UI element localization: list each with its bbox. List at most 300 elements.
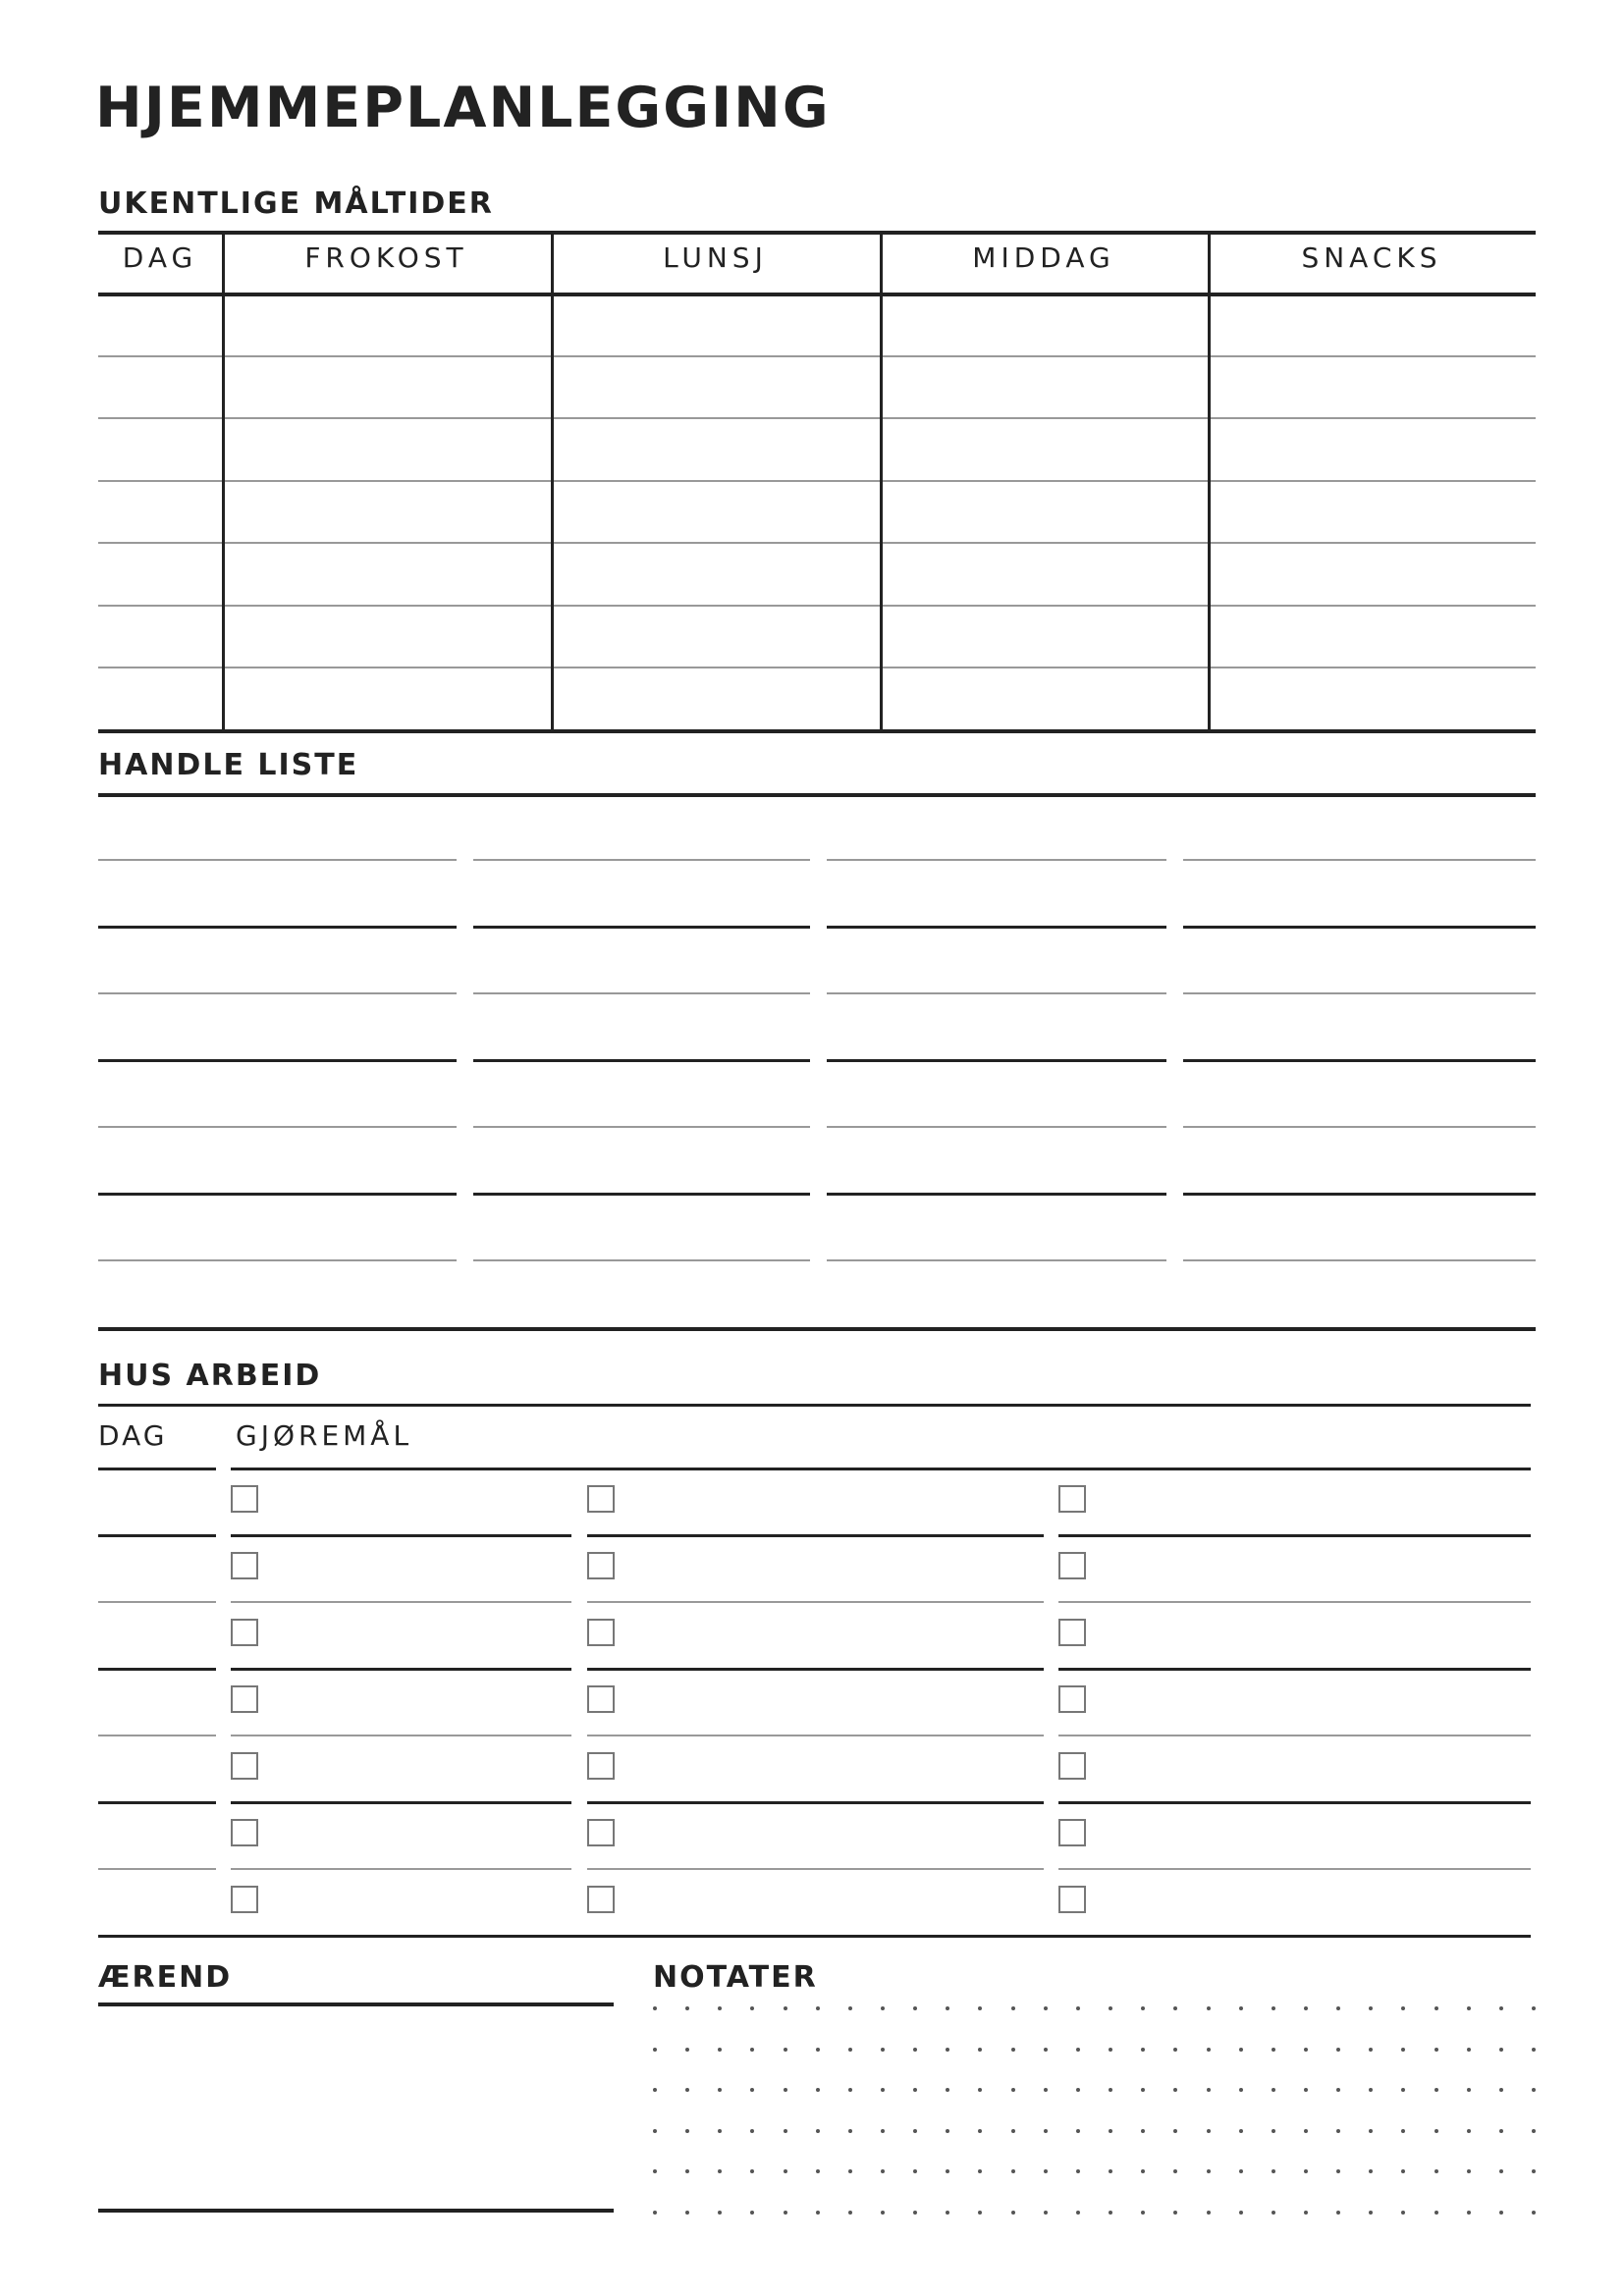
notes-dot — [816, 2006, 820, 2010]
chores-day-header-line — [98, 1468, 216, 1470]
shopping-list-line[interactable] — [98, 926, 457, 929]
notes-dot — [1467, 2088, 1471, 2092]
meals-cell[interactable] — [1212, 359, 1532, 414]
notes-dot — [685, 2211, 689, 2215]
chore-checkbox[interactable] — [587, 1552, 615, 1579]
notes-dot — [1272, 2006, 1275, 2010]
shopping-list-line[interactable] — [473, 1259, 810, 1261]
notes-dot — [1369, 2088, 1373, 2092]
chores-tasks-header-line — [231, 1468, 1531, 1470]
meals-cell[interactable] — [884, 670, 1204, 725]
shopping-top-line — [98, 793, 1536, 797]
notes-dot — [1141, 2048, 1145, 2052]
chore-checkbox[interactable] — [231, 1752, 258, 1780]
chores-top-line — [98, 1404, 1531, 1407]
notes-dot — [1336, 2048, 1340, 2052]
notes-dot — [1109, 2169, 1112, 2173]
notes-dot — [978, 2088, 982, 2092]
meals-cell[interactable] — [884, 546, 1204, 601]
notes-dot — [1109, 2211, 1112, 2215]
meals-row-divider — [98, 480, 1536, 482]
notes-dot — [1076, 2048, 1080, 2052]
notes-dot — [1141, 2169, 1145, 2173]
page-title: HJEMMEPLANLEGGING — [95, 76, 831, 140]
shopping-list-line[interactable] — [98, 992, 457, 994]
notes-dot — [946, 2088, 949, 2092]
notes-dot — [816, 2129, 820, 2133]
meals-col-header-dag: DAG — [122, 241, 198, 274]
notes-dot — [1532, 2211, 1536, 2215]
notes-dot — [1141, 2129, 1145, 2133]
notes-dot — [685, 2129, 689, 2133]
shopping-list-line[interactable] — [98, 1193, 457, 1196]
notes-dot — [881, 2048, 885, 2052]
chores-task-line[interactable] — [231, 1801, 571, 1804]
shopping-list-line[interactable] — [98, 1126, 457, 1128]
notes-dot — [1369, 2006, 1373, 2010]
chores-task-line[interactable] — [587, 1735, 1044, 1736]
chore-checkbox[interactable] — [1058, 1886, 1086, 1913]
chore-checkbox[interactable] — [1058, 1552, 1086, 1579]
notes-dot — [1239, 2129, 1243, 2133]
meals-cell[interactable] — [555, 609, 876, 664]
notes-dot — [848, 2088, 852, 2092]
notes-dot — [1239, 2048, 1243, 2052]
meals-row-divider — [98, 605, 1536, 607]
chore-checkbox[interactable] — [587, 1752, 615, 1780]
chores-task-line[interactable] — [1058, 1868, 1531, 1870]
notes-dot — [1467, 2129, 1471, 2133]
notes-dot — [784, 2048, 787, 2052]
chore-checkbox[interactable] — [1058, 1485, 1086, 1513]
notes-dot — [750, 2006, 754, 2010]
notes-dot — [1011, 2088, 1015, 2092]
chore-checkbox[interactable] — [231, 1485, 258, 1513]
notes-dot — [1207, 2129, 1211, 2133]
shopping-list-line[interactable] — [827, 1059, 1166, 1062]
notes-dot — [1499, 2048, 1503, 2052]
meals-cell[interactable] — [884, 484, 1204, 539]
shopping-list-line[interactable] — [1183, 1126, 1536, 1128]
notes-dot — [816, 2048, 820, 2052]
shopping-list-line[interactable] — [827, 1126, 1166, 1128]
shopping-list-line[interactable] — [98, 1059, 457, 1062]
meals-cell[interactable] — [1212, 546, 1532, 601]
notes-dot — [718, 2006, 722, 2010]
meals-cell[interactable] — [1212, 484, 1532, 539]
notes-dot — [1435, 2006, 1438, 2010]
meals-cell[interactable] — [102, 359, 218, 414]
notes-dot — [1467, 2006, 1471, 2010]
errands-bottom-line — [98, 2209, 614, 2213]
notes-dot — [1076, 2129, 1080, 2133]
notes-dot — [881, 2088, 885, 2092]
meals-cell[interactable] — [555, 670, 876, 725]
notes-dot — [1011, 2129, 1015, 2133]
chores-day-line[interactable] — [98, 1601, 216, 1603]
notes-dot — [1044, 2211, 1048, 2215]
meals-cell[interactable] — [555, 359, 876, 414]
meals-col-divider — [551, 231, 554, 729]
notes-dot — [1532, 2048, 1536, 2052]
meals-col-header-snacks: SNACKS — [1301, 241, 1442, 274]
meals-cell[interactable] — [226, 359, 547, 414]
chore-checkbox[interactable] — [1058, 1685, 1086, 1713]
meals-row-divider — [98, 417, 1536, 419]
notes-dot — [1044, 2169, 1048, 2173]
chores-day-line[interactable] — [98, 1801, 216, 1804]
shopping-bottom-line — [98, 1327, 1536, 1331]
chore-checkbox[interactable] — [1058, 1752, 1086, 1780]
meals-cell[interactable] — [226, 484, 547, 539]
notes-dot — [978, 2006, 982, 2010]
meals-cell[interactable] — [226, 609, 547, 664]
meals-cell[interactable] — [555, 546, 876, 601]
meals-table-top-line — [98, 231, 1536, 235]
chore-checkbox[interactable] — [1058, 1619, 1086, 1646]
chore-checkbox[interactable] — [587, 1886, 615, 1913]
notes-dot — [881, 2129, 885, 2133]
notes-dot — [1435, 2211, 1438, 2215]
chores-task-line[interactable] — [1058, 1735, 1531, 1736]
chores-task-line[interactable] — [1058, 1801, 1531, 1804]
meals-cell[interactable] — [884, 421, 1204, 476]
meals-col-divider — [222, 231, 225, 729]
notes-dot — [1499, 2211, 1503, 2215]
meals-cell[interactable] — [226, 421, 547, 476]
chore-checkbox[interactable] — [587, 1619, 615, 1646]
notes-dot — [1044, 2129, 1048, 2133]
notes-dot — [653, 2169, 657, 2173]
chores-task-line[interactable] — [587, 1868, 1044, 1870]
notes-dot — [1401, 2088, 1405, 2092]
notes-dot — [1044, 2048, 1048, 2052]
meals-cell[interactable] — [555, 484, 876, 539]
notes-dot — [881, 2211, 885, 2215]
notes-dot — [1336, 2006, 1340, 2010]
notes-dot — [653, 2088, 657, 2092]
notes-dot — [1076, 2088, 1080, 2092]
notes-dot — [816, 2169, 820, 2173]
notes-dot — [1304, 2088, 1308, 2092]
chores-task-line[interactable] — [587, 1668, 1044, 1671]
chores-day-line[interactable] — [98, 1735, 216, 1736]
chores-task-line[interactable] — [587, 1601, 1044, 1603]
meals-cell[interactable] — [1212, 421, 1532, 476]
notes-dot — [685, 2169, 689, 2173]
chore-checkbox[interactable] — [231, 1685, 258, 1713]
shopping-list-line[interactable] — [473, 1193, 810, 1196]
notes-dot — [1369, 2048, 1373, 2052]
notes-dot — [1109, 2088, 1112, 2092]
notes-dot — [1272, 2048, 1275, 2052]
notes-dot — [946, 2006, 949, 2010]
notes-dot — [1076, 2169, 1080, 2173]
shopping-list-line[interactable] — [98, 859, 457, 861]
notes-dot — [1499, 2169, 1503, 2173]
notes-dot — [718, 2129, 722, 2133]
notes-dot — [1044, 2006, 1048, 2010]
notes-dot — [1401, 2211, 1405, 2215]
notes-dot — [1532, 2169, 1536, 2173]
meals-cell[interactable] — [555, 421, 876, 476]
notes-dot — [1011, 2169, 1015, 2173]
notes-dot — [1336, 2211, 1340, 2215]
notes-dot — [1401, 2048, 1405, 2052]
notes-dot — [946, 2129, 949, 2133]
notes-dot — [1141, 2211, 1145, 2215]
shopping-list-line[interactable] — [473, 1059, 810, 1062]
notes-dot — [1109, 2129, 1112, 2133]
meals-col-header-frokost: FROKOST — [304, 241, 468, 274]
shopping-list-line[interactable] — [1183, 1059, 1536, 1062]
notes-dot — [1499, 2088, 1503, 2092]
shopping-list-line[interactable] — [98, 1259, 457, 1261]
notes-dot — [685, 2088, 689, 2092]
chores-task-line[interactable] — [1058, 1534, 1531, 1537]
notes-dot — [1532, 2129, 1536, 2133]
notes-dot — [1435, 2048, 1438, 2052]
notes-dot — [653, 2129, 657, 2133]
notes-dot — [784, 2169, 787, 2173]
chores-day-line[interactable] — [98, 1668, 216, 1671]
meals-row-divider — [98, 667, 1536, 668]
chores-task-line[interactable] — [231, 1735, 571, 1736]
shopping-list-line[interactable] — [1183, 859, 1536, 861]
notes-dot — [1272, 2169, 1275, 2173]
notes-dot — [718, 2048, 722, 2052]
notes-dot — [653, 2048, 657, 2052]
meals-cell[interactable] — [102, 546, 218, 601]
shopping-list-line[interactable] — [827, 926, 1166, 929]
shopping-list-line[interactable] — [473, 1126, 810, 1128]
notes-dot — [1207, 2006, 1211, 2010]
notes-dot — [1207, 2169, 1211, 2173]
notes-dot — [946, 2048, 949, 2052]
meals-cell[interactable] — [1212, 670, 1532, 725]
notes-heading: NOTATER — [653, 1960, 818, 1995]
chores-task-line[interactable] — [1058, 1601, 1531, 1603]
chores-day-line[interactable] — [98, 1868, 216, 1870]
notes-dot — [1011, 2048, 1015, 2052]
notes-dot — [1467, 2169, 1471, 2173]
shopping-list-line[interactable] — [827, 1259, 1166, 1261]
notes-dot — [978, 2048, 982, 2052]
notes-dot — [1369, 2169, 1373, 2173]
meals-row-divider — [98, 355, 1536, 357]
notes-dot — [750, 2048, 754, 2052]
meals-cell[interactable] — [1212, 609, 1532, 664]
chore-checkbox[interactable] — [587, 1485, 615, 1513]
meals-cell[interactable] — [102, 421, 218, 476]
chores-task-line[interactable] — [231, 1868, 571, 1870]
meals-col-header-middag: MIDDAG — [972, 241, 1115, 274]
notes-dot — [1401, 2006, 1405, 2010]
notes-dot — [913, 2211, 917, 2215]
notes-dot — [978, 2211, 982, 2215]
meals-cell[interactable] — [102, 609, 218, 664]
notes-dot — [978, 2129, 982, 2133]
chores-day-header: DAG — [98, 1419, 168, 1452]
notes-dot — [750, 2129, 754, 2133]
notes-dot — [1304, 2211, 1308, 2215]
meals-col-divider — [1208, 231, 1211, 729]
shopping-list-line[interactable] — [1183, 992, 1536, 994]
notes-dot — [1011, 2211, 1015, 2215]
notes-dot — [1336, 2088, 1340, 2092]
notes-dot — [978, 2169, 982, 2173]
notes-dot — [1499, 2129, 1503, 2133]
notes-dot — [685, 2048, 689, 2052]
notes-dot — [913, 2169, 917, 2173]
shopping-list-line[interactable] — [827, 992, 1166, 994]
notes-dot — [784, 2006, 787, 2010]
notes-dot — [1076, 2006, 1080, 2010]
notes-dot — [1044, 2088, 1048, 2092]
notes-dot — [1207, 2088, 1211, 2092]
chore-checkbox[interactable] — [231, 1819, 258, 1846]
notes-dot — [1173, 2088, 1177, 2092]
notes-dot — [1401, 2129, 1405, 2133]
shopping-list-line[interactable] — [1183, 926, 1536, 929]
meals-cell[interactable] — [102, 670, 218, 725]
shopping-list-line[interactable] — [827, 859, 1166, 861]
notes-dot — [1401, 2169, 1405, 2173]
notes-dot — [1207, 2048, 1211, 2052]
notes-dot — [1109, 2006, 1112, 2010]
meals-cell[interactable] — [884, 296, 1204, 351]
errands-heading: ÆREND — [98, 1960, 233, 1995]
notes-dot — [1532, 2088, 1536, 2092]
notes-dot — [1369, 2211, 1373, 2215]
notes-dot — [1272, 2129, 1275, 2133]
meals-table-bottom-line — [98, 729, 1536, 733]
chores-heading: HUS ARBEID — [98, 1359, 322, 1393]
meals-col-header-lunsj: LUNSJ — [663, 241, 768, 274]
meals-cell[interactable] — [102, 296, 218, 351]
notes-dot — [1141, 2006, 1145, 2010]
chore-checkbox[interactable] — [231, 1619, 258, 1646]
meals-row-divider — [98, 542, 1536, 544]
meals-cell[interactable] — [102, 484, 218, 539]
notes-dot — [1336, 2169, 1340, 2173]
notes-dot — [848, 2006, 852, 2010]
notes-dot — [1173, 2169, 1177, 2173]
meals-cell[interactable] — [1212, 296, 1532, 351]
notes-dot — [848, 2211, 852, 2215]
meals-cell[interactable] — [226, 670, 547, 725]
notes-dot — [881, 2006, 885, 2010]
notes-dot — [685, 2006, 689, 2010]
chores-task-line[interactable] — [231, 1534, 571, 1537]
notes-dot — [750, 2088, 754, 2092]
meals-cell[interactable] — [555, 296, 876, 351]
notes-dot — [816, 2088, 820, 2092]
notes-dot — [1173, 2048, 1177, 2052]
notes-dot — [848, 2169, 852, 2173]
notes-dot — [881, 2169, 885, 2173]
chore-checkbox[interactable] — [231, 1552, 258, 1579]
chores-task-line[interactable] — [1058, 1668, 1531, 1671]
notes-dot — [1532, 2006, 1536, 2010]
notes-dot — [653, 2211, 657, 2215]
notes-dot — [750, 2211, 754, 2215]
chore-checkbox[interactable] — [1058, 1819, 1086, 1846]
chores-tasks-header: GJØREMÅL — [236, 1419, 413, 1452]
shopping-list-line[interactable] — [1183, 1259, 1536, 1261]
shopping-list-line[interactable] — [473, 859, 810, 861]
notes-dot — [913, 2006, 917, 2010]
chore-checkbox[interactable] — [587, 1685, 615, 1713]
chores-task-line[interactable] — [231, 1601, 571, 1603]
notes-dot — [848, 2129, 852, 2133]
shopping-list-line[interactable] — [1183, 1193, 1536, 1196]
notes-dot — [1272, 2088, 1275, 2092]
notes-dot — [913, 2048, 917, 2052]
shopping-list-line[interactable] — [473, 992, 810, 994]
notes-dot — [1435, 2169, 1438, 2173]
notes-dot — [784, 2129, 787, 2133]
shopping-heading: HANDLE LISTE — [98, 748, 359, 782]
notes-dot — [784, 2211, 787, 2215]
notes-dot — [1369, 2129, 1373, 2133]
notes-dot — [1011, 2006, 1015, 2010]
notes-dot — [1304, 2048, 1308, 2052]
shopping-list-line[interactable] — [827, 1193, 1166, 1196]
notes-dot — [913, 2129, 917, 2133]
notes-dot — [1173, 2211, 1177, 2215]
notes-dot — [1239, 2006, 1243, 2010]
notes-dot — [1467, 2048, 1471, 2052]
notes-dot — [1304, 2169, 1308, 2173]
chores-task-line[interactable] — [587, 1534, 1044, 1537]
chores-task-line[interactable] — [587, 1801, 1044, 1804]
meals-cell[interactable] — [226, 296, 547, 351]
notes-dot — [784, 2088, 787, 2092]
meals-cell[interactable] — [884, 609, 1204, 664]
notes-dot — [816, 2211, 820, 2215]
notes-dot — [1239, 2169, 1243, 2173]
notes-dot — [1239, 2211, 1243, 2215]
chore-checkbox[interactable] — [231, 1886, 258, 1913]
chores-task-line[interactable] — [231, 1668, 571, 1671]
notes-dot — [1467, 2211, 1471, 2215]
shopping-list-line[interactable] — [473, 926, 810, 929]
notes-dot — [718, 2169, 722, 2173]
errands-top-line — [98, 2002, 614, 2006]
chore-checkbox[interactable] — [587, 1819, 615, 1846]
notes-dot — [946, 2169, 949, 2173]
notes-dot — [653, 2006, 657, 2010]
notes-dot — [1141, 2088, 1145, 2092]
errands-area[interactable] — [98, 2007, 614, 2204]
notes-dot — [718, 2088, 722, 2092]
chores-day-line[interactable] — [98, 1534, 216, 1537]
notes-dot — [913, 2088, 917, 2092]
chores-bottom-line — [98, 1935, 1531, 1938]
notes-dot — [1304, 2129, 1308, 2133]
notes-dot — [848, 2048, 852, 2052]
notes-dot — [1173, 2129, 1177, 2133]
meals-cell[interactable] — [884, 359, 1204, 414]
notes-dot — [718, 2211, 722, 2215]
notes-dot — [1076, 2211, 1080, 2215]
notes-dot — [1239, 2088, 1243, 2092]
notes-dot — [1272, 2211, 1275, 2215]
notes-dot — [750, 2169, 754, 2173]
notes-dot — [946, 2211, 949, 2215]
meals-cell[interactable] — [226, 546, 547, 601]
